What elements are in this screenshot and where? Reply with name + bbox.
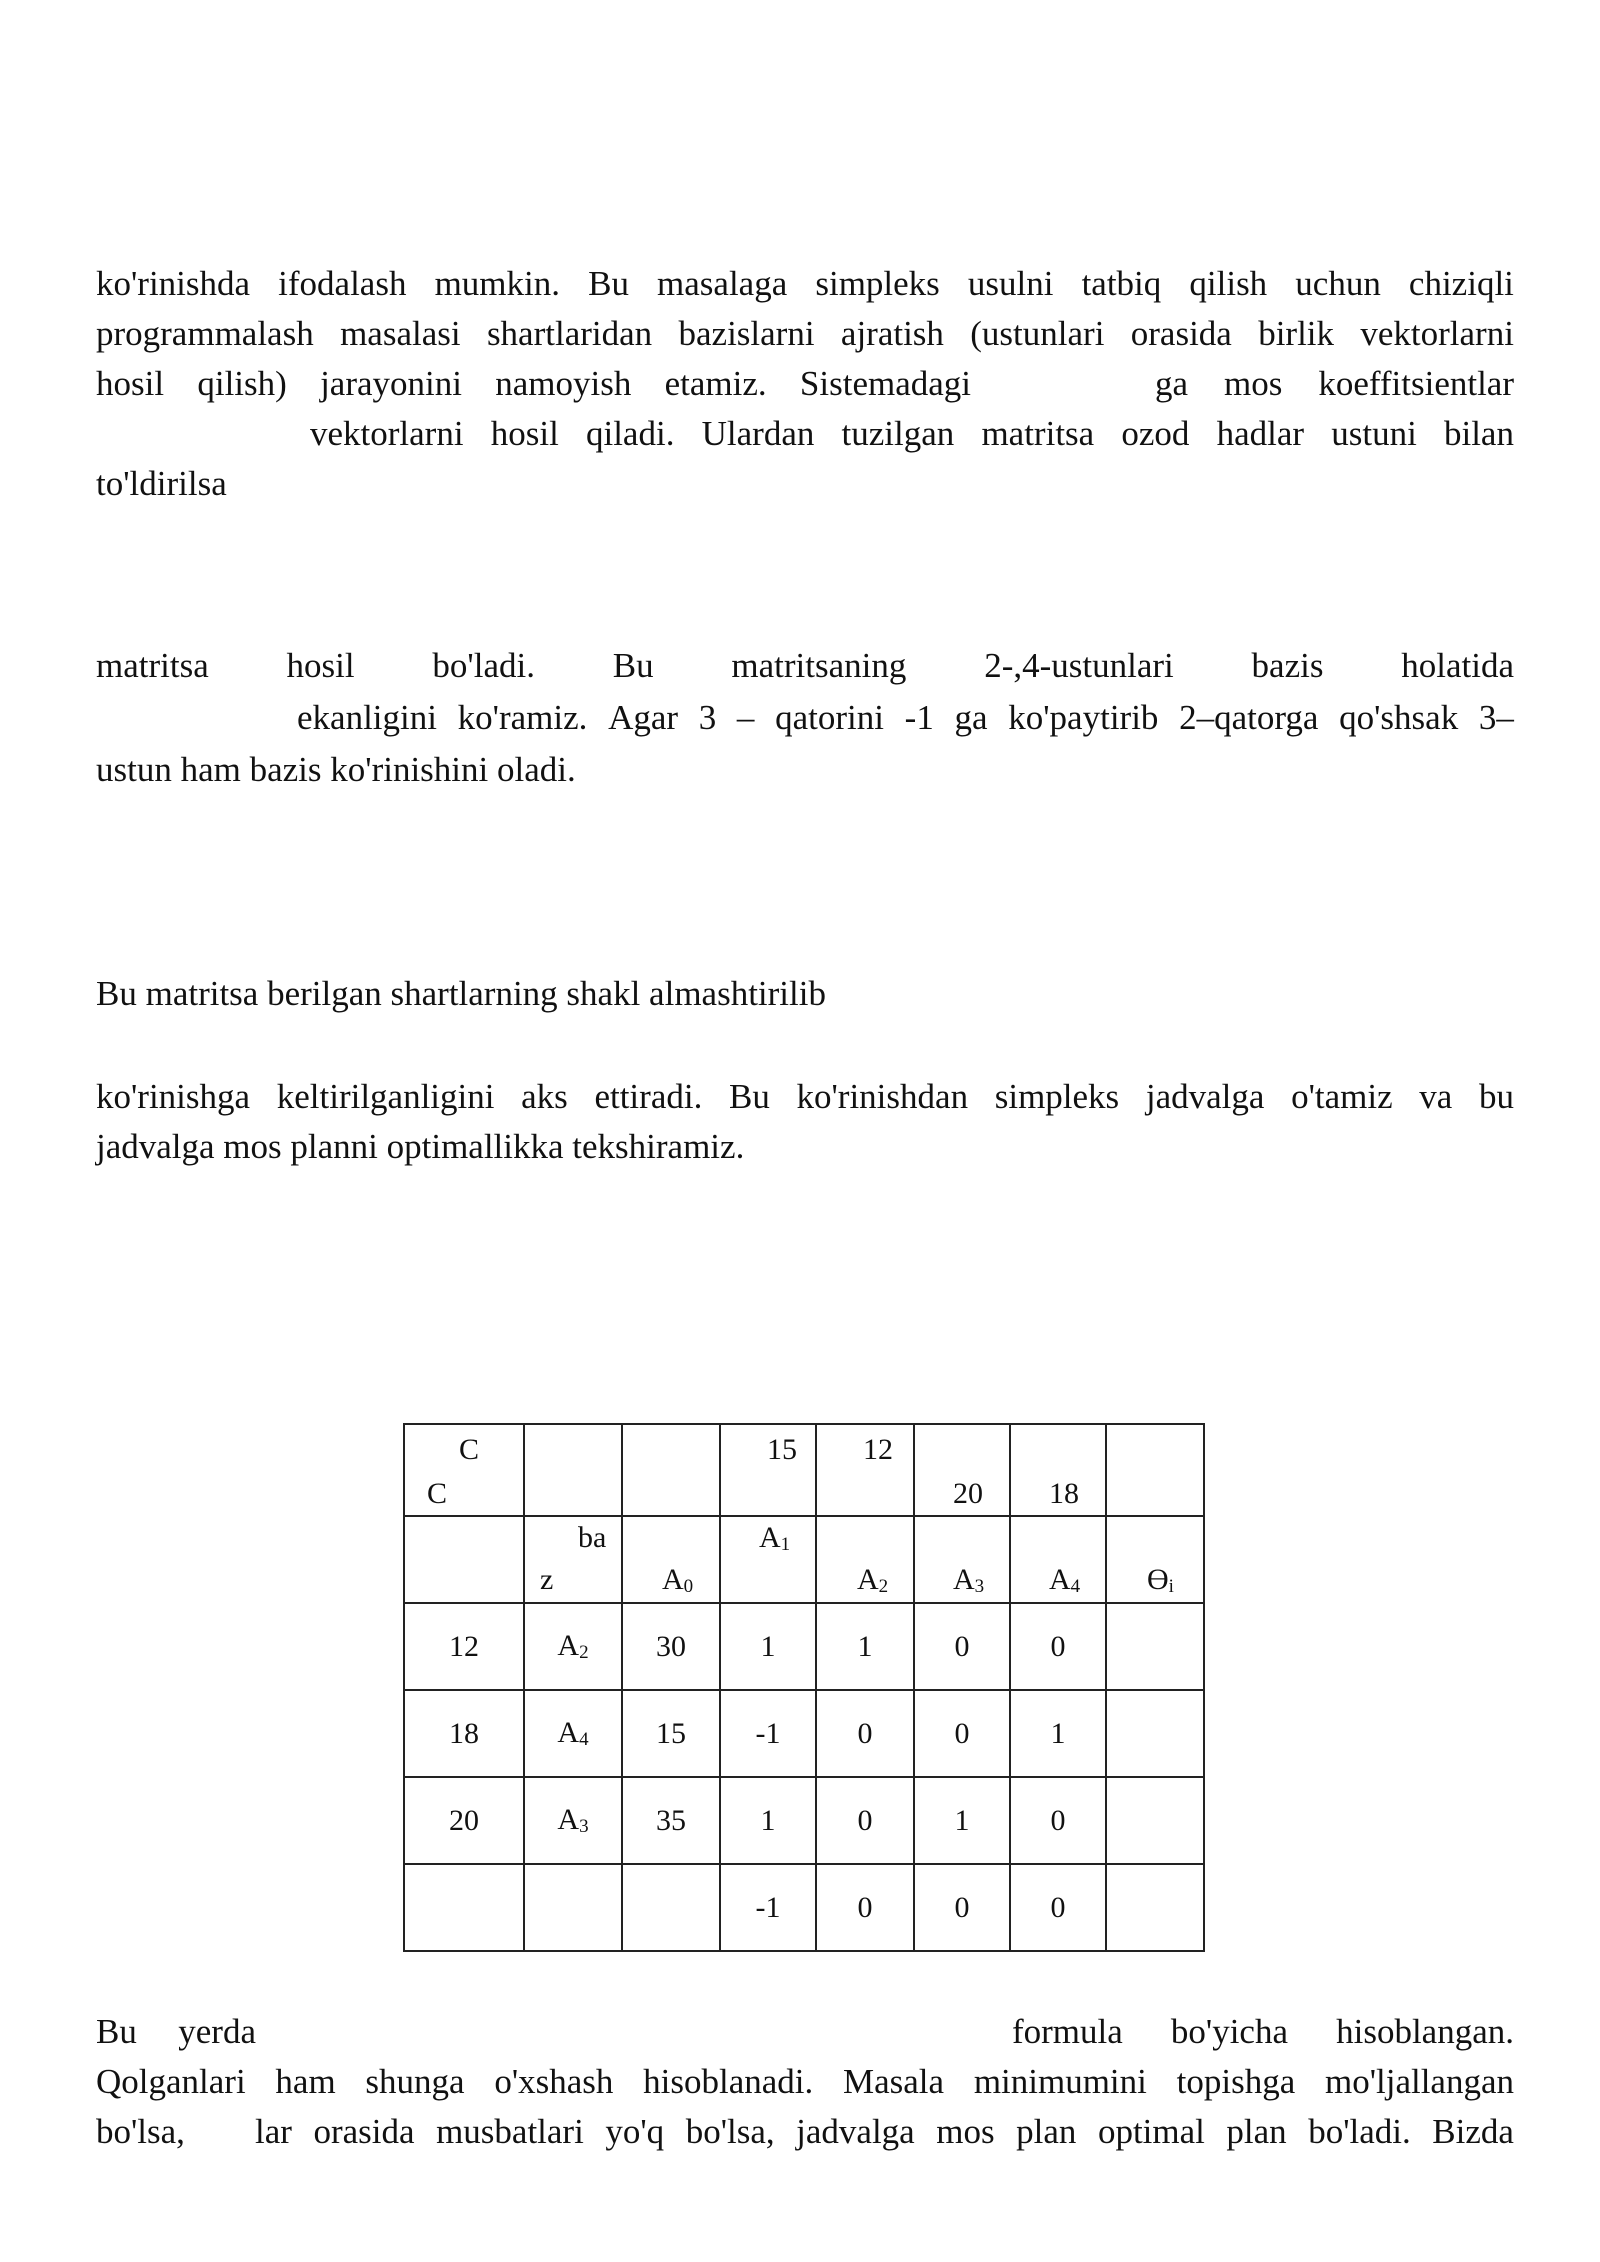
word: programmalash (96, 314, 314, 353)
word: yerda (178, 2012, 256, 2051)
a1-cost-cell (720, 1424, 816, 1516)
word: ajratish (840, 314, 944, 353)
word: mumkin. (434, 264, 560, 303)
row-a4: 1 (1010, 1690, 1106, 1777)
word: hosil (286, 646, 355, 685)
word: shartlaridan (486, 314, 653, 353)
word: qilish (1189, 264, 1268, 303)
word: bu (1478, 1077, 1514, 1116)
cost-header-cell (404, 1424, 524, 1516)
word: koeffitsientlar (1318, 364, 1514, 403)
simplex-table (403, 1423, 1205, 1952)
table-row (404, 1690, 1204, 1777)
word: namoyish (495, 364, 632, 403)
row-cost: 20 (404, 1777, 524, 1864)
p1-line-4 (310, 409, 1514, 459)
word: formula (1012, 2012, 1123, 2051)
word: ko'rinishdan (796, 1077, 969, 1116)
word: qilish) (197, 364, 287, 403)
a4-cost: 18 (1049, 1477, 1079, 1510)
word: matritsaning (731, 646, 907, 685)
word: usulni (967, 264, 1054, 303)
p5-line-1-left (96, 2007, 256, 2057)
p1-line-5: to'ldirilsa (96, 464, 227, 503)
word: etamiz. (664, 364, 767, 403)
word: chiziqli (1408, 264, 1514, 303)
word: ko'rinishda (96, 264, 251, 303)
empty-cell (404, 1864, 524, 1951)
word: Masala (843, 2062, 945, 2101)
word: hadlar (1216, 414, 1305, 453)
word: ustuni (1331, 414, 1417, 453)
word: bazis (1251, 646, 1324, 685)
p1-line-2 (96, 309, 1514, 359)
p4-line-2: jadvalga mos planni optimallikka tekshiramiz. (96, 1127, 745, 1166)
word: birlik (1258, 314, 1335, 353)
word: Qolganlari (96, 2062, 246, 2101)
word: ifodalash (278, 264, 407, 303)
a2-header-cell (816, 1516, 914, 1603)
word: mos (936, 2112, 995, 2151)
word: orasida (1130, 314, 1232, 353)
word: hosil (96, 364, 165, 403)
delta-a3: 0 (914, 1864, 1010, 1951)
word: ozod (1121, 414, 1190, 453)
row-a0: 15 (622, 1690, 720, 1777)
word: optimal (1097, 2112, 1205, 2151)
word: (ustunlari (970, 314, 1105, 353)
row-a3: 0 (914, 1690, 1010, 1777)
p5-line-3-left: bo'lsa, (96, 2112, 185, 2151)
p1-line-3-right (1155, 359, 1514, 409)
word: vektorlarni (1360, 314, 1514, 353)
word: Ulardan (701, 414, 815, 453)
basis-header-bottom: z (540, 1563, 554, 1596)
p5-line-2 (96, 2057, 1514, 2107)
row-a0: 35 (622, 1777, 720, 1864)
p5-line-1-right (1012, 2007, 1514, 2057)
word: 2–qatorga (1179, 698, 1319, 737)
table-delta-row (404, 1864, 1204, 1951)
word: plan (1016, 2112, 1077, 2151)
word: tuzilgan (841, 414, 955, 453)
a4-header-cell (1010, 1516, 1106, 1603)
empty-cell (524, 1864, 622, 1951)
word: holatida (1401, 646, 1514, 685)
word: Bu (96, 2012, 137, 2051)
word: ettiradi. (594, 1077, 703, 1116)
word: topishga (1176, 2062, 1296, 2101)
row-a2: 0 (816, 1777, 914, 1864)
p1-line-3-left (96, 359, 971, 409)
theta-header-cell (1106, 1516, 1204, 1603)
word: bo'ladi. (432, 646, 535, 685)
row-a0: 30 (622, 1603, 720, 1690)
p2-line-1 (96, 641, 1514, 691)
a2-header: $A_2$ (857, 1563, 889, 1597)
word: yo'q (605, 2112, 665, 2151)
word: – (736, 698, 755, 737)
word: qo'shsak (1339, 698, 1459, 737)
row-theta (1106, 1690, 1204, 1777)
word: matritsa (96, 646, 209, 685)
empty-cell (622, 1864, 720, 1951)
word: jadvalga (1145, 1077, 1265, 1116)
row-theta (1106, 1603, 1204, 1690)
word: bazislarni (678, 314, 815, 353)
p2-line-2 (297, 693, 1514, 743)
a3-header-cell (914, 1516, 1010, 1603)
word: simpleks (994, 1077, 1120, 1116)
word: 3– (1478, 698, 1514, 737)
word: ekanligini (297, 698, 437, 737)
word: ga (954, 698, 988, 737)
delta-a1: -1 (720, 1864, 816, 1951)
a3-cost-cell (914, 1424, 1010, 1516)
word: Bu (612, 646, 654, 685)
word: hisoblanadi. (643, 2062, 814, 2101)
word: jarayonini (320, 364, 462, 403)
word: ham (275, 2062, 336, 2101)
word: bo'lsa, (685, 2112, 775, 2151)
row-a1: 1 (720, 1777, 816, 1864)
row-a2: 0 (816, 1690, 914, 1777)
theta-header: $Ө_i$ (1147, 1563, 1174, 1597)
p4-line-1 (96, 1072, 1514, 1122)
cost-header-bottom: C (427, 1477, 448, 1510)
a1-cost: 15 (767, 1433, 797, 1466)
word: Bu (728, 1077, 770, 1116)
word: jadvalga (796, 2112, 915, 2151)
a2-cost-cell (816, 1424, 914, 1516)
row-cost: 12 (404, 1603, 524, 1690)
word: bo'ladi. (1308, 2112, 1411, 2151)
row-theta (1106, 1777, 1204, 1864)
delta-a2: 0 (816, 1864, 914, 1951)
row-a2: 1 (816, 1603, 914, 1690)
word: Sistemadagi (799, 364, 971, 403)
p3-line: Bu matritsa berilgan shartlarning shakl almashtirilib (96, 974, 826, 1013)
row-a4: 0 (1010, 1603, 1106, 1690)
word: masalasi (340, 314, 461, 353)
word: mo'ljallangan (1324, 2062, 1514, 2101)
empty-cell (622, 1424, 720, 1516)
a1-header: $A_1$ (759, 1521, 791, 1555)
word: aks (521, 1077, 568, 1116)
row-a1: -1 (720, 1690, 816, 1777)
word: orasida (313, 2112, 415, 2151)
word: minimumini (973, 2062, 1147, 2101)
word: shunga (365, 2062, 465, 2101)
table-row (404, 1603, 1204, 1690)
word: mos (1224, 364, 1283, 403)
a2-cost: 12 (863, 1433, 893, 1466)
word: hosil (490, 414, 559, 453)
word: masalaga (657, 264, 788, 303)
table-row (404, 1777, 1204, 1864)
word: 2-,4-ustunlari (984, 646, 1174, 685)
word: o'tamiz (1291, 1077, 1393, 1116)
row-a3: 1 (914, 1777, 1010, 1864)
a3-header: $A_3$ (953, 1563, 985, 1597)
table-header-cost-row (404, 1424, 1204, 1516)
word: qiladi. (585, 414, 675, 453)
word: o'xshash (494, 2062, 614, 2101)
word: ko'paytirib (1008, 698, 1159, 737)
word: Bu (588, 264, 629, 303)
p5-line-3-right (255, 2107, 1514, 2157)
word: lar (255, 2112, 292, 2151)
word: plan (1226, 2112, 1287, 2151)
word: Agar (608, 698, 679, 737)
table-header-vector-row (404, 1516, 1204, 1603)
row-basis: $A_2$ (524, 1603, 622, 1690)
a4-cost-cell (1010, 1424, 1106, 1516)
word: -1 (904, 698, 934, 737)
word: ko'ramiz. (457, 698, 588, 737)
row-a4: 0 (1010, 1777, 1106, 1864)
a1-header-cell (720, 1516, 816, 1603)
word: bilan (1443, 414, 1514, 453)
word: 3 (698, 698, 717, 737)
word: hisoblangan. (1336, 2012, 1514, 2051)
word: musbatlari (436, 2112, 584, 2151)
row-a3: 0 (914, 1603, 1010, 1690)
cost-header-top: C (459, 1433, 480, 1466)
basis-header-cell (524, 1516, 622, 1603)
row-basis: $A_3$ (524, 1777, 622, 1864)
word: ko'rinishga (96, 1077, 251, 1116)
word: qatorini (775, 698, 884, 737)
word: bo'yicha (1170, 2012, 1288, 2051)
delta-a4: 0 (1010, 1864, 1106, 1951)
word: va (1419, 1077, 1453, 1116)
row-cost: 18 (404, 1690, 524, 1777)
word: vektorlarni (310, 414, 464, 453)
word: uchun (1295, 264, 1381, 303)
p1-line-1 (96, 259, 1514, 309)
p2-line-3: ustun ham bazis ko'rinishini oladi. (96, 750, 576, 789)
word: Bizda (1432, 2112, 1514, 2151)
empty-cell (1106, 1864, 1204, 1951)
a3-cost: 20 (953, 1477, 983, 1510)
row-basis: $A_4$ (524, 1690, 622, 1777)
word: simpleks (815, 264, 940, 303)
a0-header-cell (622, 1516, 720, 1603)
basis-header-top: ba (578, 1521, 607, 1554)
word: ga (1155, 364, 1189, 403)
a0-header: $A_0$ (662, 1563, 694, 1597)
empty-cell (404, 1516, 524, 1603)
a4-header: $A_4$ (1049, 1563, 1081, 1597)
word: matritsa (981, 414, 1095, 453)
empty-cell (1106, 1424, 1204, 1516)
row-a1: 1 (720, 1603, 816, 1690)
empty-cell (524, 1424, 622, 1516)
word: keltirilganligini (276, 1077, 495, 1116)
word: tatbiq (1081, 264, 1162, 303)
